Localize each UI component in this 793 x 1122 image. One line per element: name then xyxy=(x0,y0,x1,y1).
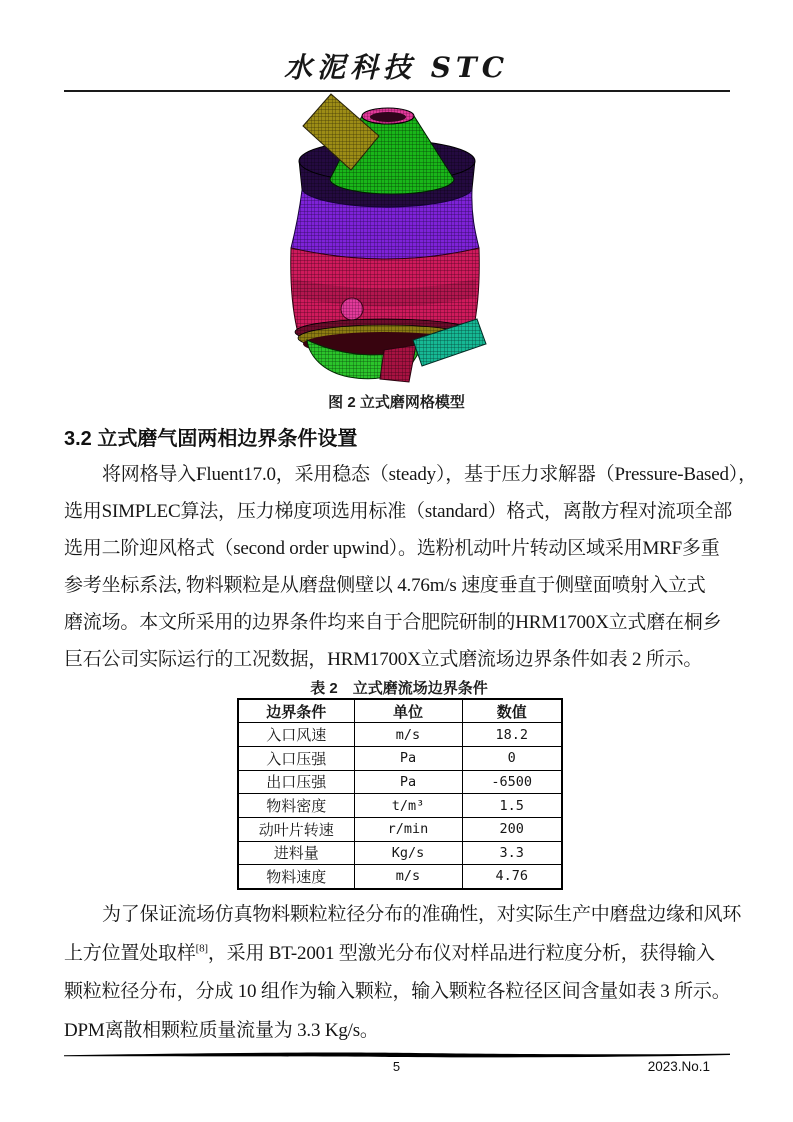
col-header-value: 数值 xyxy=(462,699,562,723)
cell-condition: 入口压强 xyxy=(238,746,354,770)
mesh-model-figure xyxy=(283,92,493,392)
col-header-condition: 边界条件 xyxy=(238,699,354,723)
cell-unit: m/s xyxy=(354,865,462,889)
cell-unit: Pa xyxy=(354,746,462,770)
cell-value: 18.2 xyxy=(462,723,562,747)
table-row xyxy=(238,723,562,747)
figure-caption: 图 2 立式磨网格模型 xyxy=(328,394,465,411)
text-line: 巨石公司实际运行的工况数据，HRM1700X立式磨流场边界条件如表 2 所示。 xyxy=(64,649,703,670)
boundary-conditions-table xyxy=(237,698,563,890)
table-row xyxy=(238,794,562,818)
section-heading: 3.2 立式磨气固两相边界条件设置 xyxy=(64,428,358,450)
text-line: 为了保证流场仿真物料颗粒粒径分布的准确性，对实际生产中磨盘边缘和风环 xyxy=(102,904,742,925)
cell-unit: m/s xyxy=(354,723,462,747)
cell-unit: r/min xyxy=(354,817,462,841)
text-line xyxy=(64,935,736,974)
table-row xyxy=(238,865,562,889)
cell-value: 0 xyxy=(462,746,562,770)
cell-condition: 物料速度 xyxy=(238,865,354,889)
cell-value: 1.5 xyxy=(462,794,562,818)
page-number: 5 xyxy=(392,1059,401,1074)
cell-value: -6500 xyxy=(462,770,562,794)
table-row xyxy=(238,841,562,865)
cell-condition: 出口压强 xyxy=(238,770,354,794)
text-line: 磨流场。本文所采用的边界条件均来自于合肥院研制的HRM1700X立式磨在桐乡 xyxy=(64,612,722,633)
cell-unit: t/m³ xyxy=(354,794,462,818)
issue-label: 2023.No.1 xyxy=(647,1059,710,1074)
text-line: DPM离散相颗粒质量流量为 3.3 Kg/s。 xyxy=(64,1019,379,1041)
table-row xyxy=(238,817,562,841)
table-row xyxy=(238,770,562,794)
cell-condition: 入口风速 xyxy=(238,723,354,747)
text-segment: ，采用 BT-2001 型激光分布仪对样品进行粒度分析，获得输入 xyxy=(207,942,715,964)
text-line: 选用二阶迎风格式（second order upwind）。选粉机动叶片转动区域采用MRF多重 xyxy=(64,538,720,559)
text-segment: 上方位置处取样 xyxy=(64,942,196,964)
cell-condition: 进料量 xyxy=(238,841,354,865)
paragraph-1 xyxy=(64,456,757,678)
cell-value: 3.3 xyxy=(462,841,562,865)
mesh-outlet-hole xyxy=(370,112,406,122)
cell-condition: 动叶片转速 xyxy=(238,817,354,841)
citation-ref: [8] xyxy=(195,942,208,955)
text-line: 选用SIMPLEC算法，压力梯度项选用标准（standard）格式，离散方程对流项全部 xyxy=(64,501,733,522)
paragraph-2 xyxy=(64,896,742,1050)
text-line: 将网格导入Fluent17.0，采用稳态（steady），基于压力求解器（Pressure-Based）， xyxy=(102,464,757,485)
table-row xyxy=(238,746,562,770)
cell-value: 200 xyxy=(462,817,562,841)
mesh-bottom-wedge xyxy=(380,345,416,382)
journal-title: 水泥科技 STC xyxy=(283,51,510,84)
mesh-manhole xyxy=(341,298,363,320)
col-header-unit: 单位 xyxy=(354,699,462,723)
cell-value: 4.76 xyxy=(462,865,562,889)
table-caption: 表 2 立式磨流场边界条件 xyxy=(310,680,488,697)
cell-condition: 物料密度 xyxy=(238,794,354,818)
cell-unit: Kg/s xyxy=(354,841,462,865)
text-line: 颗粒粒径分布，分成 10 组作为输入颗粒，输入颗粒各粒径区间含量如表 3 所示。 xyxy=(64,981,731,1002)
table-header-row xyxy=(238,699,562,723)
text-line: 参考坐标系法, 物料颗粒是从磨盘侧壁以 4.76m/s 速度垂直于侧壁面喷射入立式 xyxy=(64,575,706,596)
cell-unit: Pa xyxy=(354,770,462,794)
